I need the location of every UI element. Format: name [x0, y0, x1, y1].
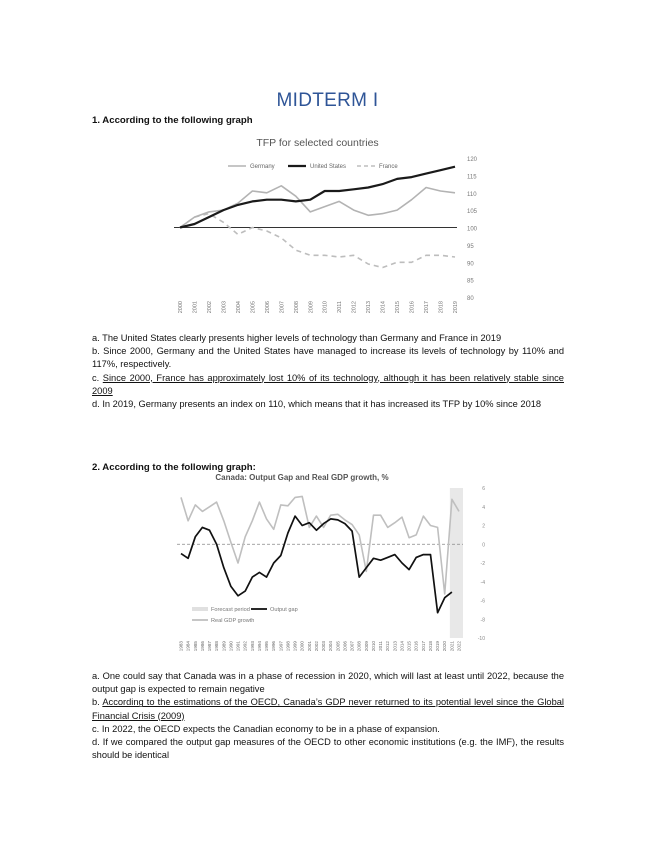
chart-1-y-tick: 120 [467, 157, 478, 163]
chart-2-x-tick: 2019 [435, 641, 441, 652]
chart-2-x-tick: 1994 [256, 641, 262, 652]
chart-2-x-tick: 1993 [249, 641, 255, 652]
chart-1-x-tick: 2002 [206, 301, 213, 314]
chart-2-x-tick: 1990 [228, 641, 234, 652]
chart-2-y-tick: -2 [480, 561, 485, 567]
option-2b-prefix: b. [92, 697, 103, 708]
chart-2-legend-label: Output gap [270, 607, 298, 613]
chart-1-series-france [180, 214, 455, 268]
chart-1-y-tick: 115 [467, 174, 477, 181]
chart-2-x-tick: 2009 [363, 641, 369, 652]
chart-2-x-tick: 1987 [207, 641, 213, 652]
chart-1-y-tick: 110 [467, 191, 477, 198]
chart-2-x-tick: 1999 [292, 641, 298, 652]
chart-1-x-tick: 2008 [293, 301, 300, 314]
chart-2-x-tick: 2006 [342, 641, 348, 652]
chart-2-x-tick: 2021 [449, 641, 455, 652]
question-1-heading: 1. According to the following graph [92, 115, 253, 126]
chart-1-legend-label: France [379, 164, 398, 170]
chart-2-x-tick: 1997 [278, 641, 284, 652]
chart-2-x-tick: 2020 [442, 641, 448, 652]
chart-2-x-tick: 2003 [321, 641, 327, 652]
chart-2-title: Canada: Output Gap and Real GDP growth, % [215, 473, 389, 482]
chart-1-x-tick: 2005 [250, 301, 257, 314]
chart-2-x-tick: 1995 [264, 641, 270, 652]
chart-2-x-tick: 2012 [385, 641, 391, 652]
chart-1-x-tick: 2003 [221, 301, 228, 314]
chart-1-title: TFP for selected countries [256, 137, 379, 149]
chart-2-x-tick: 2008 [356, 641, 362, 652]
option-1b[interactable]: b. Since 2000, Germany and the United States have managed to increase its levels of technology by 110% and 117%, respectively. [92, 346, 564, 370]
chart-1-y-tick: 100 [467, 226, 478, 233]
chart-2-x-tick: 2014 [399, 641, 405, 652]
chart-2-y-tick: 2 [482, 523, 485, 530]
tfp-chart [0, 130, 655, 330]
chart-1-legend-label: United States [310, 164, 347, 170]
chart-1-x-tick: 2015 [395, 301, 402, 314]
chart-1-y-tick: 95 [467, 243, 474, 250]
chart-2-x-tick: 2016 [413, 641, 419, 652]
chart-2-y-tick: 4 [482, 504, 485, 511]
chart-1-x-tick: 2000 [178, 301, 184, 314]
option-2b-underlined: According to the estimations of the OECD, Canada’s GDP never returned to its potential level since the Global Financial Crisis (2009) [92, 697, 564, 721]
option-2a[interactable]: a. One could say that Canada was in a phase of recession in 2020, which will last at least until 2022, because the output gap is expected to remain negative [92, 671, 564, 695]
option-2b[interactable] [92, 696, 564, 722]
option-1d[interactable]: d. In 2019, Germany presents an index on 110, which means that it has increased its TFP by 10% since 2018 [92, 399, 542, 410]
chart-2-x-tick: 1986 [199, 641, 205, 652]
chart-2-x-tick: 1988 [214, 641, 220, 652]
chart-1-x-tick: 2006 [264, 301, 271, 314]
chart-2-x-tick: 2022 [456, 641, 462, 652]
chart-2-x-tick: 1989 [221, 641, 227, 652]
chart-2-legend-label: Forecast period [211, 607, 250, 613]
chart-2-x-tick: 1998 [285, 641, 291, 652]
question-2-heading: 2. According to the following graph: [92, 462, 256, 473]
option-2d[interactable]: d. If we compared the output gap measures of the OECD to other economic institutions (e.g. the IMF), the results should be identical [92, 737, 564, 761]
chart-2-y-tick: -10 [477, 636, 485, 642]
chart-2-x-tick: 1983 [178, 641, 184, 652]
chart-2-x-tick: 2002 [313, 641, 319, 652]
chart-2-x-tick: 2011 [378, 641, 384, 651]
chart-1-y-tick: 90 [467, 261, 474, 268]
chart-2-x-tick: 2013 [392, 641, 398, 652]
option-1c-underlined: Since 2000, France has approximately lost 10% of its technology, although it has been relatively stable since 2009 [92, 372, 564, 396]
chart-1-x-tick: 2016 [409, 301, 416, 314]
chart-2-legend-label: Real GDP growth [211, 618, 255, 624]
chart-2-x-tick: 2017 [420, 641, 426, 652]
question-2-options [92, 670, 564, 762]
chart-1-x-tick: 2001 [192, 301, 199, 314]
option-1c[interactable] [92, 372, 564, 398]
chart-2-x-tick: 2018 [427, 641, 433, 652]
chart-2-x-tick: 1984 [185, 641, 191, 652]
option-2c[interactable]: c. In 2022, the OECD expects the Canadian economy to be in a phase of expansion. [92, 723, 440, 734]
chart-1-y-tick: 105 [467, 209, 478, 216]
chart-1-x-tick: 2018 [438, 301, 445, 314]
chart-2-x-tick: 2010 [370, 641, 376, 652]
page-title: MIDTERM I [276, 90, 379, 111]
chart-1-legend-label: Germany [250, 164, 275, 170]
chart-1-x-tick: 2014 [380, 301, 387, 314]
chart-1-y-tick: 85 [467, 278, 474, 285]
chart-2-x-tick: 1992 [242, 641, 248, 652]
chart-2-y-tick: 0 [482, 542, 485, 549]
chart-1-x-tick: 2007 [279, 301, 286, 314]
chart-1-y-tick: 80 [467, 296, 474, 302]
chart-2-y-tick: 6 [482, 486, 485, 492]
option-1a[interactable]: a. The United States clearly presents higher levels of technology than Germany and France in 2019 [92, 333, 502, 343]
chart-1-x-tick: 2019 [453, 301, 459, 314]
chart-1-x-tick: 2012 [351, 301, 358, 314]
chart-2-y-tick: -8 [480, 617, 485, 624]
option-1c-prefix: c. [92, 372, 103, 383]
chart-2-series-output-gap [181, 516, 452, 613]
chart-2-x-tick: 2015 [406, 641, 412, 652]
chart-2-series-real-gdp-growth [181, 496, 459, 594]
chart-2-x-tick: 2001 [306, 641, 312, 652]
question-1-options [92, 332, 564, 411]
chart-1-x-tick: 2017 [424, 301, 431, 314]
chart-1-x-tick: 2011 [337, 301, 344, 313]
chart-2-y-tick: -4 [480, 579, 485, 586]
canada-output-gap-chart [0, 470, 655, 660]
chart-2-x-tick: 2000 [299, 641, 305, 652]
chart-2-x-tick: 2004 [328, 641, 334, 652]
chart-2-x-tick: 1991 [235, 641, 241, 652]
chart-2-x-tick: 1985 [192, 641, 198, 652]
chart-1-x-tick: 2009 [308, 301, 315, 314]
chart-1-x-tick: 2013 [366, 301, 373, 314]
chart-1-x-tick: 2010 [322, 301, 329, 314]
chart-2-x-tick: 2007 [349, 641, 355, 652]
chart-2-x-tick: 2005 [335, 641, 341, 652]
chart-2-x-tick: 1996 [271, 641, 277, 652]
chart-1-x-tick: 2004 [235, 301, 242, 314]
chart-2-y-tick: -6 [480, 598, 485, 605]
